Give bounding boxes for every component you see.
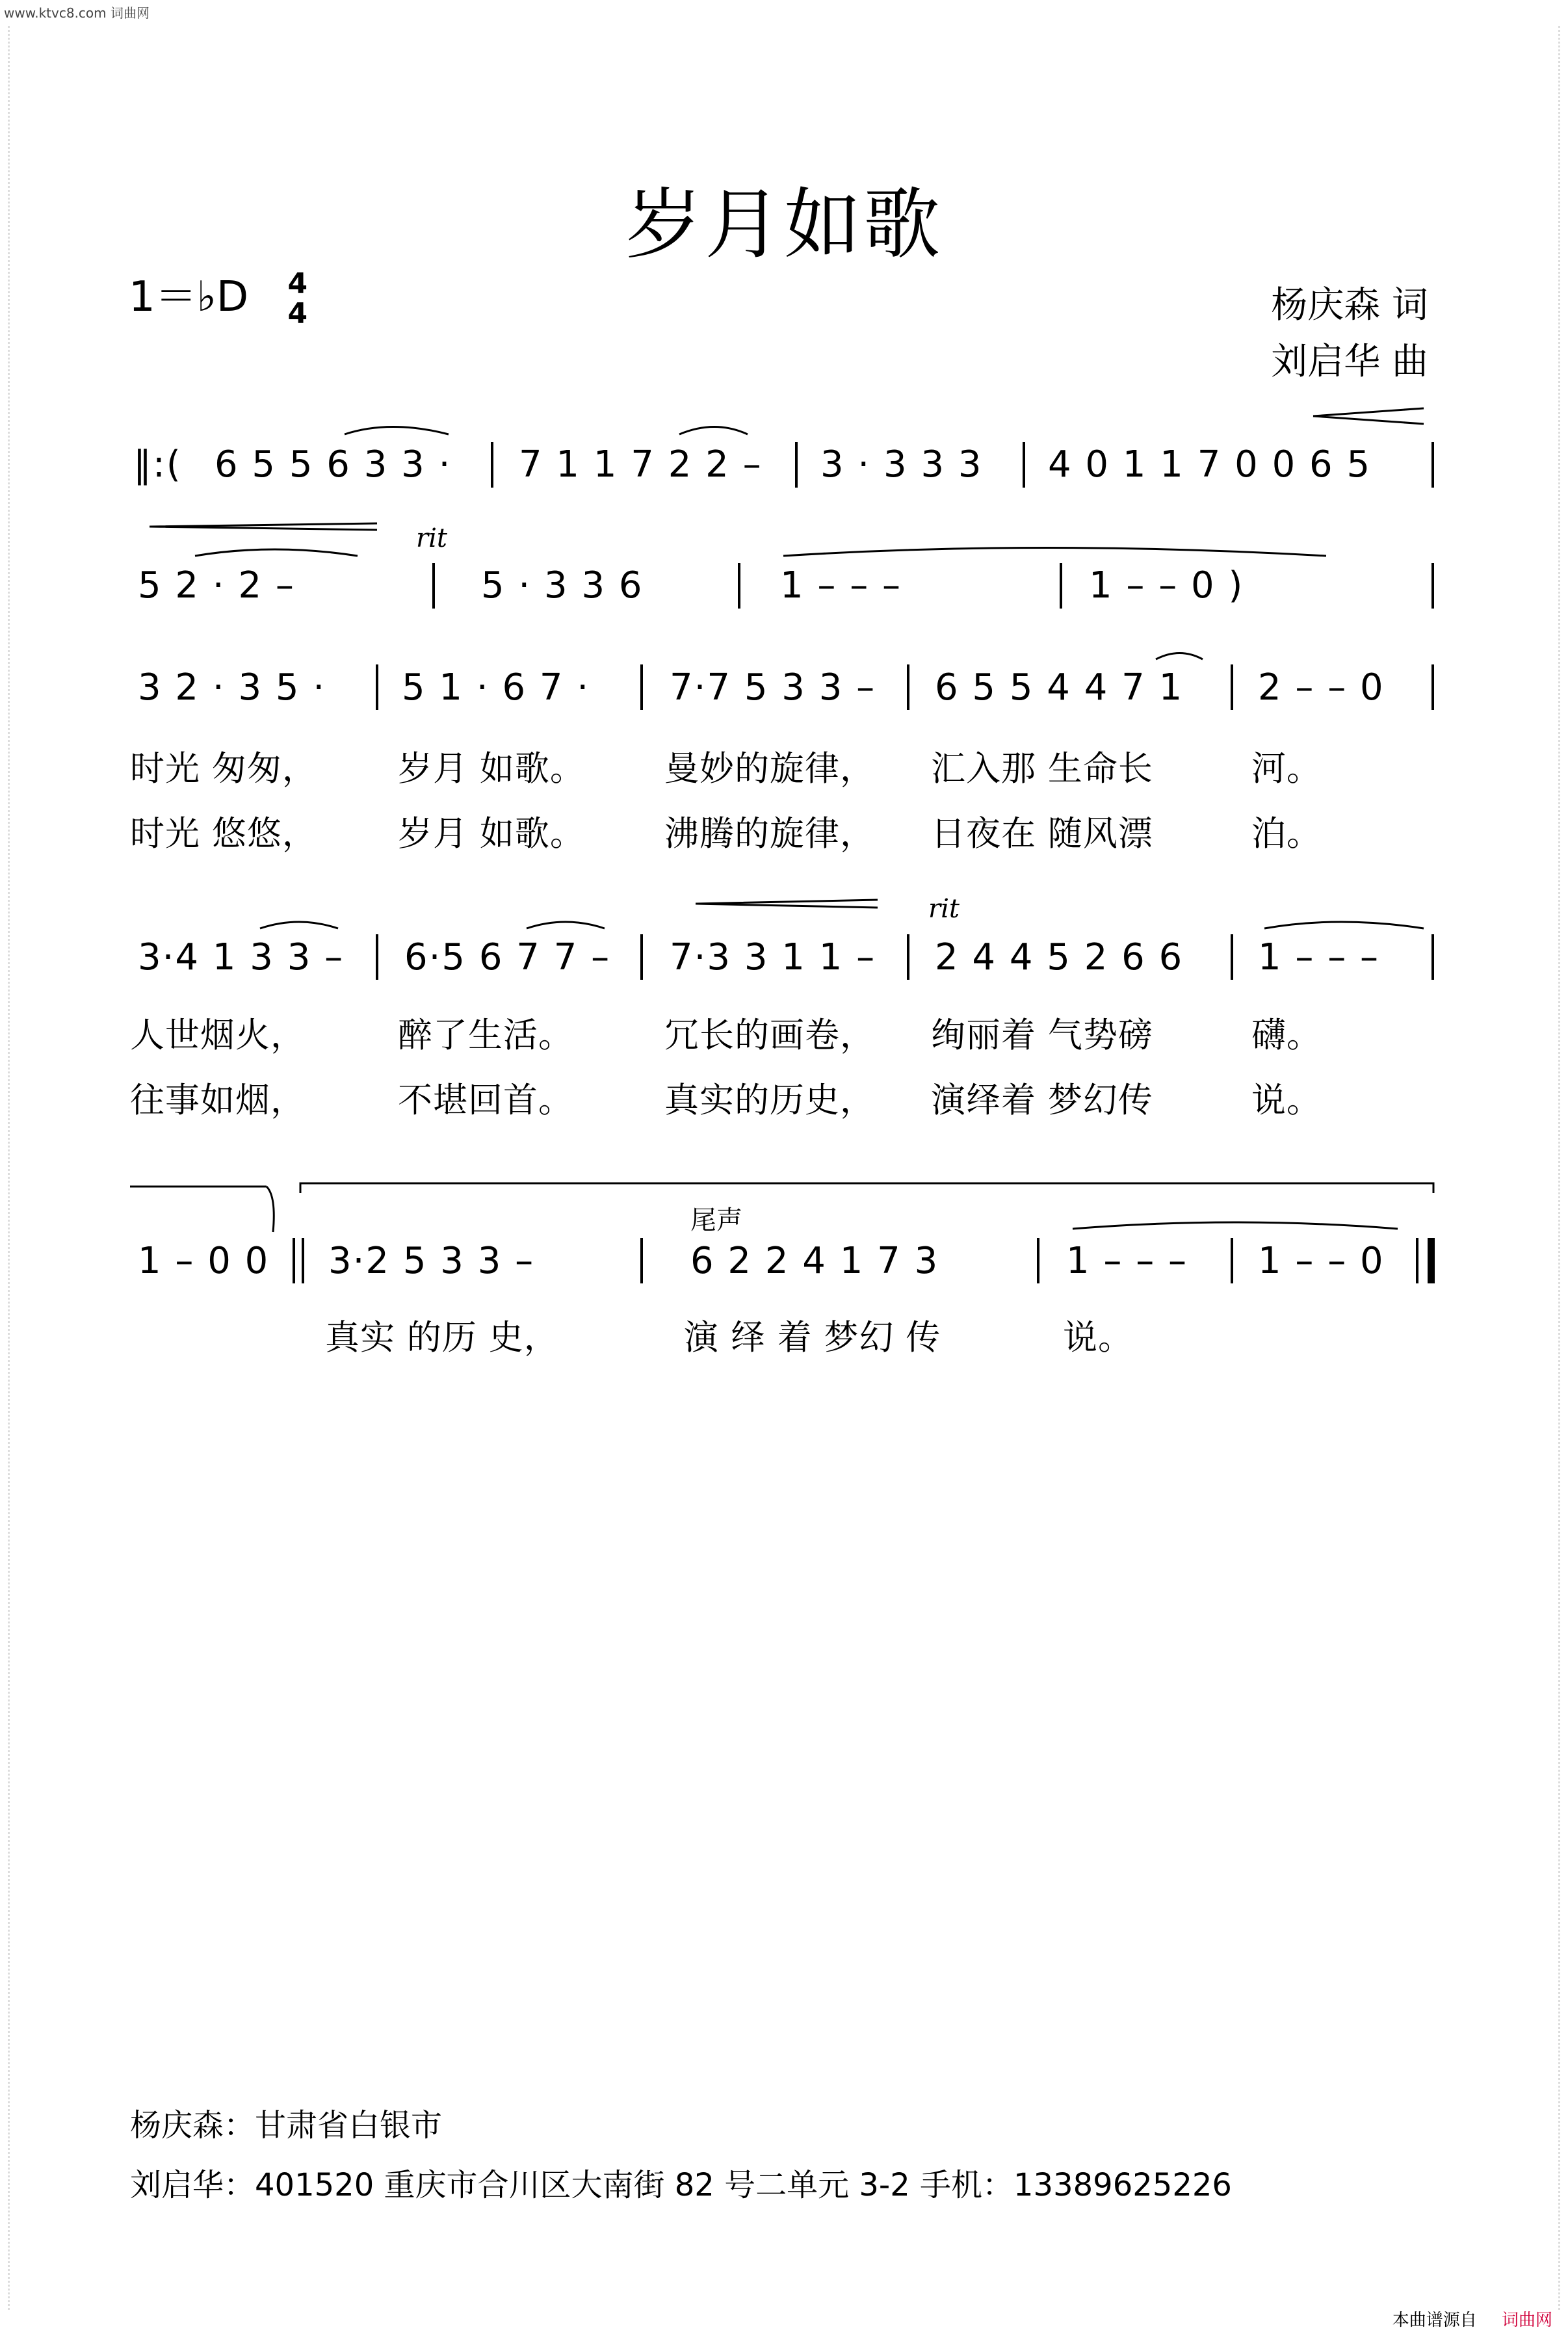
brand-site-name: 词曲网 — [1501, 2311, 1552, 2330]
brand-source-label: 本曲谱源自 — [1392, 2311, 1477, 2330]
r1-measure-4: 4 0 1 1 7 0 0 6 5 — [1048, 443, 1372, 486]
source-line: www.ktvc8.com 词曲网 — [4, 5, 150, 21]
r3-measure-3: 7·7 5 3 3 – — [670, 666, 876, 709]
lyricist-credit: 杨庆森 词 — [1271, 284, 1428, 326]
decrescendo-hairpin — [150, 523, 377, 530]
r2-measure-1: 5 2 · 2 – — [138, 564, 295, 607]
lyric-line: 演 绎 着 梦幻 传 — [684, 1318, 941, 1358]
time-sig-top: 4 — [287, 267, 308, 301]
key-label: 1＝♭D — [129, 273, 249, 321]
rit-marking: rit — [416, 523, 447, 553]
lyric-line: 不堪回首。 — [398, 1081, 573, 1120]
slur — [1156, 653, 1203, 660]
r2-measure-4: 1 – – 0 ) — [1089, 564, 1244, 607]
lyric-line: 礴。 — [1251, 1016, 1322, 1055]
slur — [783, 548, 1326, 557]
lyric-line: 真实的历史， — [664, 1081, 875, 1120]
lyric-line: 往事如烟， — [130, 1081, 306, 1120]
lyric-line: 时光 悠悠， — [130, 814, 317, 854]
lyric-line: 曼妙的旋律， — [664, 749, 875, 789]
lyric-line: 汇入那 生命长 — [931, 749, 1153, 789]
r4-measure-2: 6·5 6 7 7 – — [404, 936, 611, 978]
r1-measure-3: 3 · 3 3 3 — [820, 443, 983, 486]
brand-footer — [1392, 2307, 1552, 2331]
crescendo-hairpin — [696, 900, 878, 908]
lyric-line: 绚丽着 气势磅 — [931, 1016, 1153, 1055]
r5-measure-1: 1 – 0 0 — [138, 1240, 270, 1282]
slur — [345, 427, 449, 435]
slur — [260, 922, 338, 928]
r5-measure-5: 1 – – 0 — [1258, 1240, 1385, 1282]
r3-measure-2: 5 1 · 6 7 · — [402, 666, 590, 709]
lyric-line: 演绎着 梦幻传 — [931, 1081, 1153, 1120]
r4-measure-1: 3·4 1 3 3 – — [138, 936, 345, 978]
coda-bracket — [300, 1183, 1433, 1193]
slur — [267, 1187, 274, 1232]
r3-measure-5: 2 – – 0 — [1258, 666, 1385, 709]
footer-lyricist-address: 杨庆森：甘肃省白银市 — [130, 2107, 443, 2144]
slur — [195, 549, 358, 556]
r3-measure-4: 6 5 5 4 4 7 1 — [935, 666, 1184, 709]
slur — [1264, 922, 1424, 928]
time-sig-bottom: 4 — [287, 297, 308, 331]
r1-measure-2: 7 1 1 7 2 2 – — [519, 443, 763, 486]
r4-measure-4: 2 4 4 5 2 6 6 — [935, 936, 1184, 978]
lyric-line: 真实 的历 史， — [325, 1318, 559, 1358]
lyric-line: 醉了生活。 — [398, 1016, 573, 1055]
slur — [679, 427, 748, 435]
r5-measure-2: 3·2 5 3 3 – — [328, 1240, 535, 1282]
lyric-line: 泊。 — [1251, 814, 1322, 854]
coda-label: 尾声 — [690, 1205, 742, 1235]
lyric-line: 岁月 如歌。 — [398, 814, 585, 854]
r4-measure-3: 7·3 3 1 1 – — [670, 936, 876, 978]
r4-measure-5: 1 – – – — [1258, 936, 1380, 978]
r5-measure-3: 6 2 2 4 1 7 3 — [690, 1240, 939, 1282]
slur — [527, 922, 605, 928]
r3-measure-1: 3 2 · 3 5 · — [138, 666, 326, 709]
lyric-line: 岁月 如歌。 — [398, 749, 585, 789]
repeat-start: ‖:( — [133, 443, 182, 486]
lyric-line: 说。 — [1063, 1318, 1133, 1358]
lyric-line: 冗长的画卷， — [664, 1016, 875, 1055]
r1-measure-1: 6 5 5 6 3 3 · — [215, 443, 452, 486]
composer-credit: 刘启华 曲 — [1271, 341, 1428, 383]
lyric-line: 河。 — [1251, 749, 1322, 789]
lyric-line: 沸腾的旋律， — [664, 814, 875, 854]
song-title: 岁月如歌 — [625, 179, 943, 269]
footer-composer-address: 刘启华：401520 重庆市合川区大南街 82 号二单元 3-2 手机：13389625226 — [130, 2167, 1232, 2203]
lyric-line: 说。 — [1251, 1081, 1322, 1120]
rit-marking: rit — [928, 894, 960, 924]
r2-measure-2: 5 · 3 3 6 — [481, 564, 644, 607]
slur — [1073, 1222, 1398, 1229]
lyric-line: 日夜在 随风漂 — [931, 814, 1153, 854]
lyric-line: 时光 匆匆， — [130, 749, 317, 789]
r2-measure-3: 1 – – – — [780, 564, 902, 607]
lyric-line: 人世烟火， — [130, 1016, 306, 1055]
r5-measure-4: 1 – – – — [1066, 1240, 1188, 1282]
crescendo-hairpin — [1313, 408, 1424, 424]
